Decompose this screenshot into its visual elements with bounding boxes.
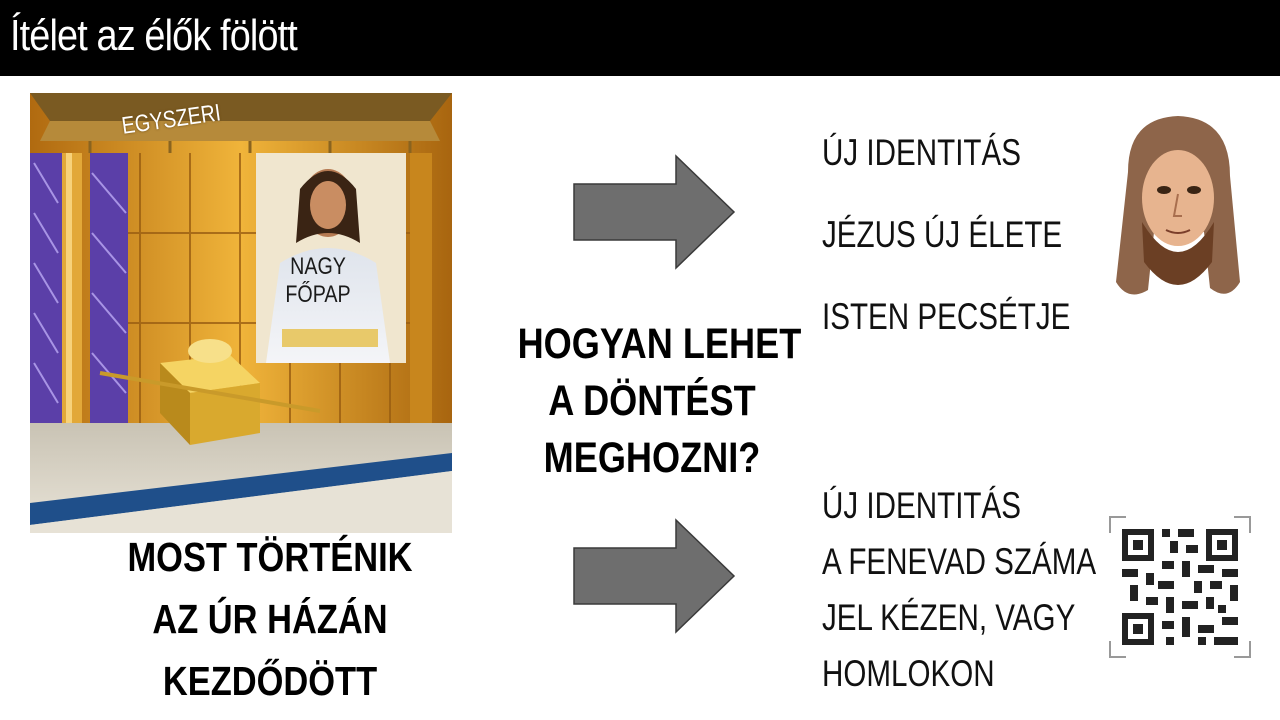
- list-item: JEL KÉZEN, VAGY: [822, 597, 1076, 638]
- bottom-left-caption: [94, 526, 447, 712]
- list-item: ÚJ IDENTITÁS: [822, 485, 1021, 526]
- question-line2: A DÖNTÉST: [548, 377, 756, 425]
- list-item: ISTEN PECSÉTJE: [822, 296, 1071, 337]
- arrow-right-icon: [572, 154, 736, 270]
- high-priest-label: [277, 253, 359, 309]
- question-line3: MEGHOZNI?: [543, 434, 761, 482]
- list-item: HOMLOKON: [822, 653, 995, 694]
- jesus-portrait-icon: [1108, 112, 1248, 308]
- slide-title: Ítélet az élők fölött: [10, 11, 297, 60]
- title-bar: [0, 0, 1280, 76]
- tabernacle-illustration: [30, 93, 452, 533]
- once-label: EGYSZERI: [120, 99, 223, 140]
- caption-line1: MOST TÖRTÉNIK: [127, 534, 413, 580]
- caption-line2: AZ ÚR HÁZÁN: [152, 596, 388, 642]
- seal-of-god-list: [822, 112, 1070, 358]
- list-item: ÚJ IDENTITÁS: [822, 132, 1021, 173]
- mark-of-beast-list: [822, 478, 1096, 702]
- arrow-right-icon: [572, 518, 736, 634]
- high-priest-label-line1: NAGY: [290, 253, 346, 280]
- list-item: A FENEVAD SZÁMA: [822, 541, 1097, 582]
- caption-line3: KEZDŐDÖTT: [162, 658, 378, 704]
- list-item: JÉZUS ÚJ ÉLETE: [822, 214, 1063, 255]
- qr-code-icon: [1108, 515, 1252, 659]
- central-question: [517, 316, 802, 487]
- tabernacle-drawing: [30, 93, 452, 533]
- high-priest-label-line2: FŐPAP: [285, 281, 351, 308]
- question-line1: HOGYAN LEHET: [517, 320, 802, 368]
